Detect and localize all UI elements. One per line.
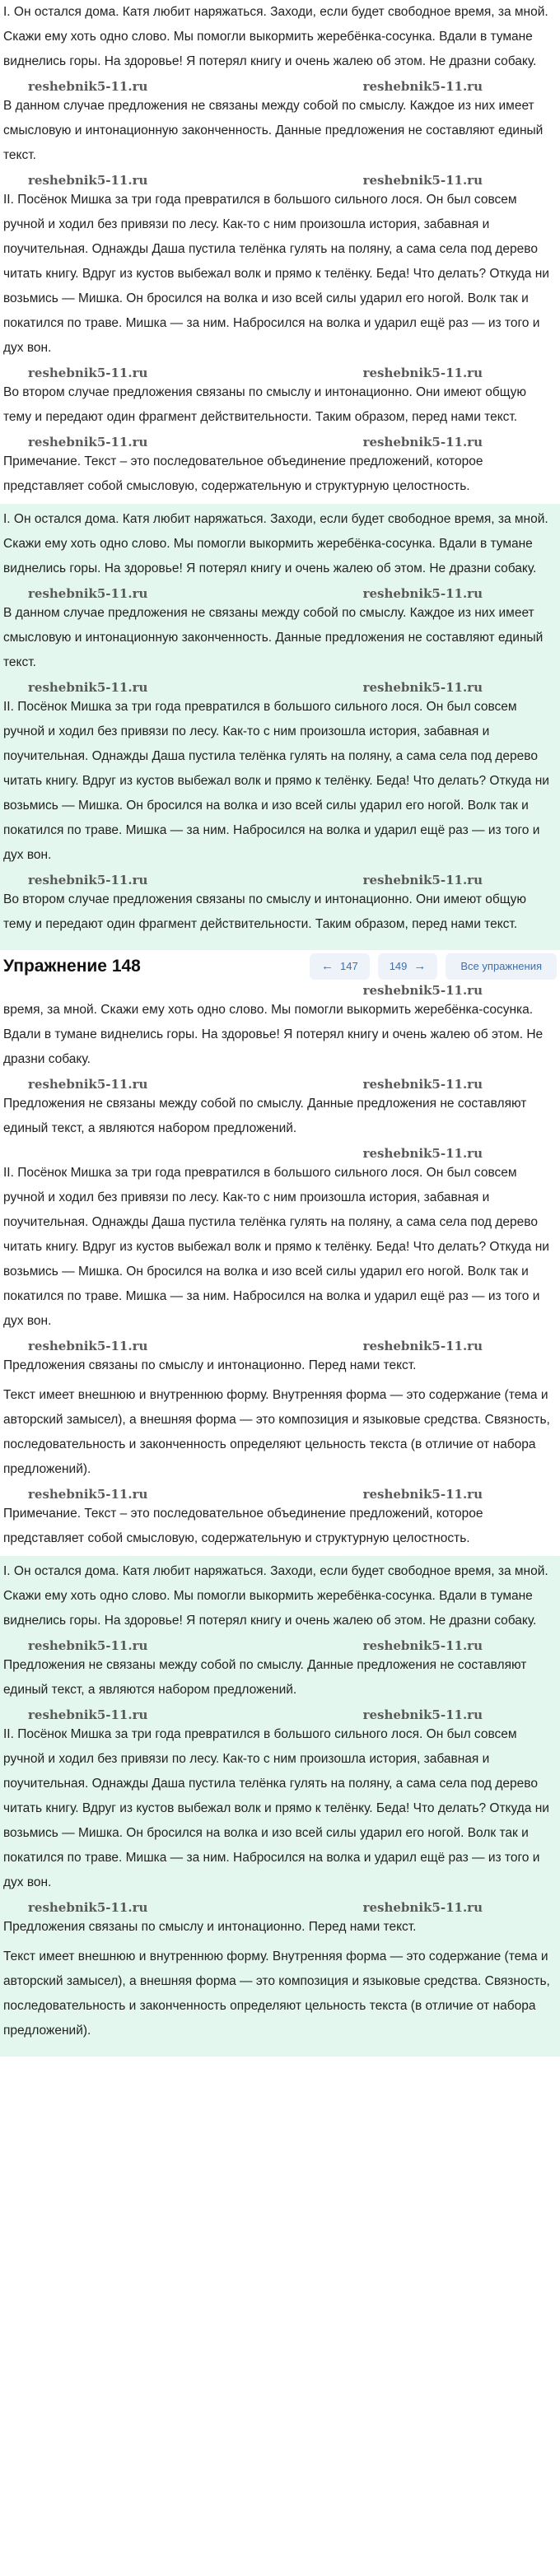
watermark: reshebnik5-11.ru reshebnik5-11.ru: [28, 1707, 483, 1722]
paragraph: Во втором случае предложения связаны по смыслу и интонационно. Они имеют общую тему и передают один фрагмент действительности. Таким образом, перед нами текст.: [3, 385, 527, 424]
paragraph: II. Посёнок Мишка за три года превратился в большого сильного лося. Он был совсем ручной и ходил без привязи по лесу. Как-то с ним произошла история, забавная и поучительная. Однажды Даша пустила телёнка гулять на поляну, а сама села под дерево читать книгу. Вдруг из кустов выбежал волк и прямо к телёнку. Беда! Что делать? Откуда ни возьмись — Мишка. Он бросился на волка и изо всей силы ударил его ногой. Волк так и покатился по траве. Мишка — за ним. Набросился на волка и ударил ещё раз — из того и дух вон.: [3, 193, 549, 355]
answer-block-2: [0, 504, 560, 950]
prev-exercise-label: 147: [339, 960, 358, 972]
arrow-left-icon: ←: [320, 959, 334, 973]
paragraph: I. Он остался дома. Катя любит наряжаться. Заходи, если будет свободное время, за мной. Скажи ему хоть одно слово. Мы помогли выкормить жеребёнка-сосунка. Вдали в тумане виднелись горы. На здоровье! Я потерял книгу и очень жалею об этом. Не дразни собаку.: [3, 512, 548, 575]
watermark: reshebnik5-11.ru reshebnik5-11.ru: [28, 1900, 483, 1915]
answer-block-1: [0, 0, 560, 499]
paragraph: Текст имеет внешнюю и внутреннюю форму. Внутренняя форма — это содержание (тема и авторский замысел), а внешняя форма — это композиция и языковые средства. Связность, последовательность и законченность определяют цельность текста (в отличие от набора предложений).: [3, 1388, 550, 1476]
answer-block-3: [0, 983, 560, 1551]
note-paragraph: Примечание. Текст – это последовательное объединение предложений, которое представляет собой смысловую, содержательную и структурную целостность.: [3, 1507, 483, 1545]
paragraph: В данном случае предложения не связаны между собой по смыслу. Каждое из них имеет смысловую и интонационную законченность. Данные предложения не составляют единый текст.: [3, 606, 544, 669]
next-exercise-label: 149: [389, 960, 408, 972]
exercise-title: Упражнение 148: [3, 957, 141, 976]
paragraph: Предложения связаны по смыслу и интонационно. Перед нами текст.: [3, 1358, 417, 1372]
watermark: reshebnik5-11.ru reshebnik5-11.ru: [28, 79, 483, 94]
watermark: reshebnik5-11.ru reshebnik5-11.ru: [28, 1638, 483, 1653]
all-exercises-button[interactable]: [446, 953, 557, 980]
watermark: reshebnik5-11.ru reshebnik5-11.ru: [28, 873, 483, 887]
answer-block-4: [0, 1556, 560, 2057]
paragraph: Предложения не связаны между собой по смыслу. Данные предложения не составляют единый текст, а являются набором предложений.: [3, 1658, 527, 1697]
paragraph: Текст имеет внешнюю и внутреннюю форму. Внутренняя форма — это содержание (тема и авторский замысел), а внешняя форма — это композиция и языковые средства. Связность, последовательность и законченность определяют цельность текста (в отличие от набора предложений).: [3, 1949, 550, 2038]
paragraph: Предложения связаны по смыслу и интонационно. Перед нами текст.: [3, 1920, 417, 1934]
watermark: reshebnik5-11.ru reshebnik5-11.ru: [28, 680, 483, 695]
watermark: reshebnik5-11.ru: [362, 983, 483, 998]
arrow-right-icon: →: [413, 959, 427, 973]
paragraph: II. Посёнок Мишка за три года превратился в большого сильного лося. Он был совсем ручной и ходил без привязи по лесу. Как-то с ним произошла история, забавная и поучительная. Однажды Даша пустила телёнка гулять на поляну, а сама села под дерево читать книгу. Вдруг из кустов выбежал волк и прямо к телёнку. Беда! Что делать? Откуда ни возьмись — Мишка. Он бросился на волка и изо всей силы ударил его ногой. Волк так и покатился по траве. Мишка — за ним. Набросился на волка и ударил ещё раз — из того и дух вон.: [3, 1166, 549, 1328]
watermark: reshebnik5-11.ru reshebnik5-11.ru: [28, 173, 483, 188]
watermark: reshebnik5-11.ru reshebnik5-11.ru: [28, 586, 483, 601]
paragraph: I. Он остался дома. Катя любит наряжаться. Заходи, если будет свободное время, за мной. Скажи ему хоть одно слово. Мы помогли выкормить жеребёнка-сосунка. Вдали в тумане виднелись горы. На здоровье! Я потерял книгу и очень жалею об этом. Не дразни собаку.: [3, 5, 548, 68]
watermark: reshebnik5-11.ru: [362, 1146, 483, 1161]
paragraph: Во втором случае предложения связаны по смыслу и интонационно. Они имеют общую тему и передают один фрагмент действительности. Таким образом, перед нами текст.: [3, 892, 527, 931]
watermark: reshebnik5-11.ru reshebnik5-11.ru: [28, 1339, 483, 1353]
next-exercise-button[interactable]: [378, 953, 438, 980]
watermark: reshebnik5-11.ru reshebnik5-11.ru: [28, 366, 483, 380]
watermark: reshebnik5-11.ru reshebnik5-11.ru: [28, 1487, 483, 1502]
paragraph: II. Посёнок Мишка за три года превратился в большого сильного лося. Он был совсем ручной и ходил без привязи по лесу. Как-то с ним произошла история, забавная и поучительная. Однажды Даша пустила телёнка гулять на поляну, а сама села под дерево читать книгу. Вдруг из кустов выбежал волк и прямо к телёнку. Беда! Что делать? Откуда ни возьмись — Мишка. Он бросился на волка и изо всей силы ударил его ногой. Волк так и покатился по траве. Мишка — за ним. Набросился на волка и ударил ещё раз — из того и дух вон.: [3, 1727, 549, 1889]
paragraph: I. Он остался дома. Катя любит наряжаться. Заходи, если будет свободное время, за мной. Скажи ему хоть одно слово. Мы помогли выкормить жеребёнка-сосунка. Вдали в тумане виднелись горы. На здоровье! Я потерял книгу и очень жалею об этом. Не дразни собаку.: [3, 1564, 548, 1628]
watermark: reshebnik5-11.ru reshebnik5-11.ru: [28, 435, 483, 450]
watermark: reshebnik5-11.ru reshebnik5-11.ru: [28, 1077, 483, 1092]
all-exercises-label: Все упражнения: [460, 960, 542, 972]
note-paragraph: Примечание. Текст – это последовательное объединение предложений, которое представляет собой смысловую, содержательную и структурную целостность.: [3, 454, 483, 493]
paragraph: Предложения не связаны между собой по смыслу. Данные предложения не составляют единый текст, а являются набором предложений.: [3, 1097, 527, 1135]
paragraph: В данном случае предложения не связаны между собой по смыслу. Каждое из них имеет смысловую и интонационную законченность. Данные предложения не составляют единый текст.: [3, 99, 544, 162]
paragraph: II. Посёнок Мишка за три года превратился в большого сильного лося. Он был совсем ручной и ходил без привязи по лесу. Как-то с ним произошла история, забавная и поучительная. Однажды Даша пустила телёнка гулять на поляну, а сама села под дерево читать книгу. Вдруг из кустов выбежал волк и прямо к телёнку. Беда! Что делать? Откуда ни возьмись — Мишка. Он бросился на волка и изо всей силы ударил его ногой. Волк так и покатился по траве. Мишка — за ним. Набросился на волка и ударил ещё раз — из того и дух вон.: [3, 700, 549, 862]
prev-exercise-button[interactable]: [310, 953, 370, 980]
paragraph: время, за мной. Скажи ему хоть одно слово. Мы помогли выкормить жеребёнка-сосунка. Вдали в тумане виднелись горы. На здоровье! Я потерял книгу и очень жалею об этом. Не дразни собаку.: [3, 1003, 544, 1066]
exercise-nav-bar: [0, 950, 560, 983]
